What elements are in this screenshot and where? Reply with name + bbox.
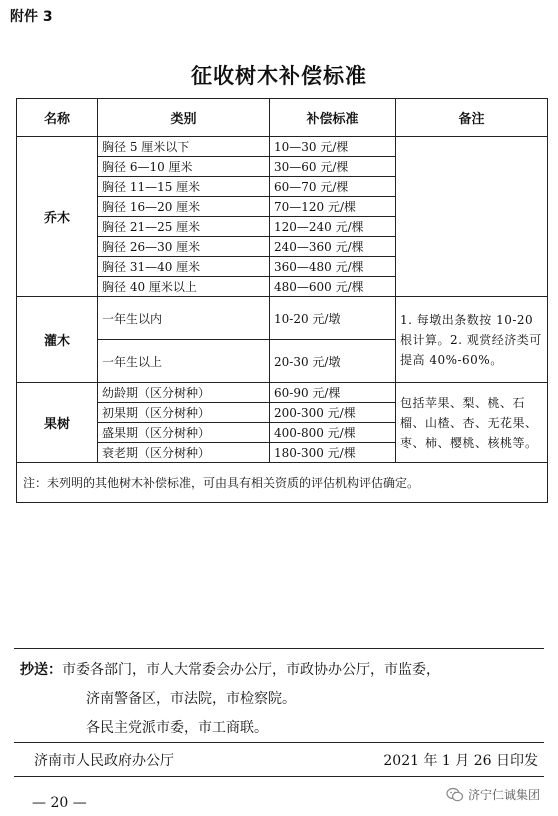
category-cell: 胸径 11—15 厘米 — [98, 177, 270, 197]
header-remark: 备注 — [396, 99, 548, 137]
group-name-shrub: 灌木 — [17, 297, 98, 383]
category-cell: 胸径 31—40 厘米 — [98, 257, 270, 277]
cc-recipients-3: 各民主党派市委，市工商联。 — [86, 720, 268, 736]
group-name-tree: 乔木 — [17, 137, 98, 297]
standard-cell: 60—70 元/棵 — [270, 177, 396, 197]
category-cell: 初果期（区分树种） — [98, 403, 270, 423]
page-number: — 20 — — [32, 795, 87, 811]
standard-cell: 60-90 元/棵 — [270, 383, 396, 403]
remark-cell-tree — [396, 137, 548, 297]
table-row — [17, 297, 548, 340]
attachment-label: 附件 3 — [10, 9, 53, 25]
standard-cell: 120—240 元/棵 — [270, 217, 396, 237]
category-cell: 胸径 21—25 厘米 — [98, 217, 270, 237]
category-cell: 一年生以上 — [98, 340, 270, 383]
watermark — [446, 786, 540, 803]
standard-cell: 360—480 元/棵 — [270, 257, 396, 277]
cc-block — [20, 656, 545, 743]
standard-cell: 20-30 元/墩 — [270, 340, 396, 383]
divider — [14, 648, 544, 649]
category-cell: 盛果期（区分树种） — [98, 423, 270, 443]
standard-cell: 240—360 元/棵 — [270, 237, 396, 257]
category-cell: 胸径 6—10 厘米 — [98, 157, 270, 177]
standard-cell: 10-20 元/墩 — [270, 297, 396, 340]
cc-recipients-2: 济南警备区，市法院，市检察院。 — [86, 691, 296, 707]
group-name-fruit: 果树 — [17, 383, 98, 463]
table-header-row — [17, 99, 548, 137]
remark-cell-shrub: 1. 每墩出条数按 10-20 根计算。2. 观赏经济类可提高 40%-60%。 — [396, 297, 548, 383]
watermark-text: 济宁仁诚集团 — [467, 788, 540, 802]
category-cell: 胸径 26—30 厘米 — [98, 237, 270, 257]
category-cell: 衰老期（区分树种） — [98, 443, 270, 463]
table-row — [17, 137, 548, 157]
standard-cell: 400-800 元/棵 — [270, 423, 396, 443]
table-row — [17, 383, 548, 403]
standard-cell: 70—120 元/棵 — [270, 197, 396, 217]
remark-cell-fruit: 包括苹果、梨、桃、石榴、山楂、杏、无花果、枣、柿、樱桃、核桃等。 — [396, 383, 548, 463]
divider — [14, 776, 544, 777]
cc-recipients-1: 市委各部门，市人大常委会办公厅，市政协办公厅，市监委， — [62, 662, 440, 678]
standard-cell: 180-300 元/棵 — [270, 443, 396, 463]
page-title: 征收树木补偿标准 — [191, 63, 367, 88]
footnote: 注：未列明的其他树木补偿标准，可由具有相关资质的评估机构评估确定。 — [17, 463, 548, 503]
compensation-table — [16, 98, 548, 503]
standard-cell: 480—600 元/棵 — [270, 277, 396, 297]
cc-label: 抄送： — [20, 662, 62, 678]
category-cell: 胸径 16—20 厘米 — [98, 197, 270, 217]
header-category: 类别 — [98, 99, 270, 137]
cc-line-1 — [20, 656, 545, 685]
footnote-row — [17, 463, 548, 503]
standard-cell: 10—30 元/棵 — [270, 137, 396, 157]
issue-date: 2021 年 1 月 26 日印发 — [383, 753, 538, 769]
header-standard: 补偿标准 — [270, 99, 396, 137]
issuer: 济南市人民政府办公厅 — [34, 753, 174, 769]
standard-cell: 200-300 元/棵 — [270, 403, 396, 423]
category-cell: 胸径 5 厘米以下 — [98, 137, 270, 157]
standard-cell: 30—60 元/棵 — [270, 157, 396, 177]
divider — [14, 742, 544, 743]
category-cell: 幼龄期（区分树种） — [98, 383, 270, 403]
category-cell: 胸径 40 厘米以上 — [98, 277, 270, 297]
wechat-icon — [446, 787, 464, 803]
header-name: 名称 — [17, 99, 98, 137]
category-cell: 一年生以内 — [98, 297, 270, 340]
